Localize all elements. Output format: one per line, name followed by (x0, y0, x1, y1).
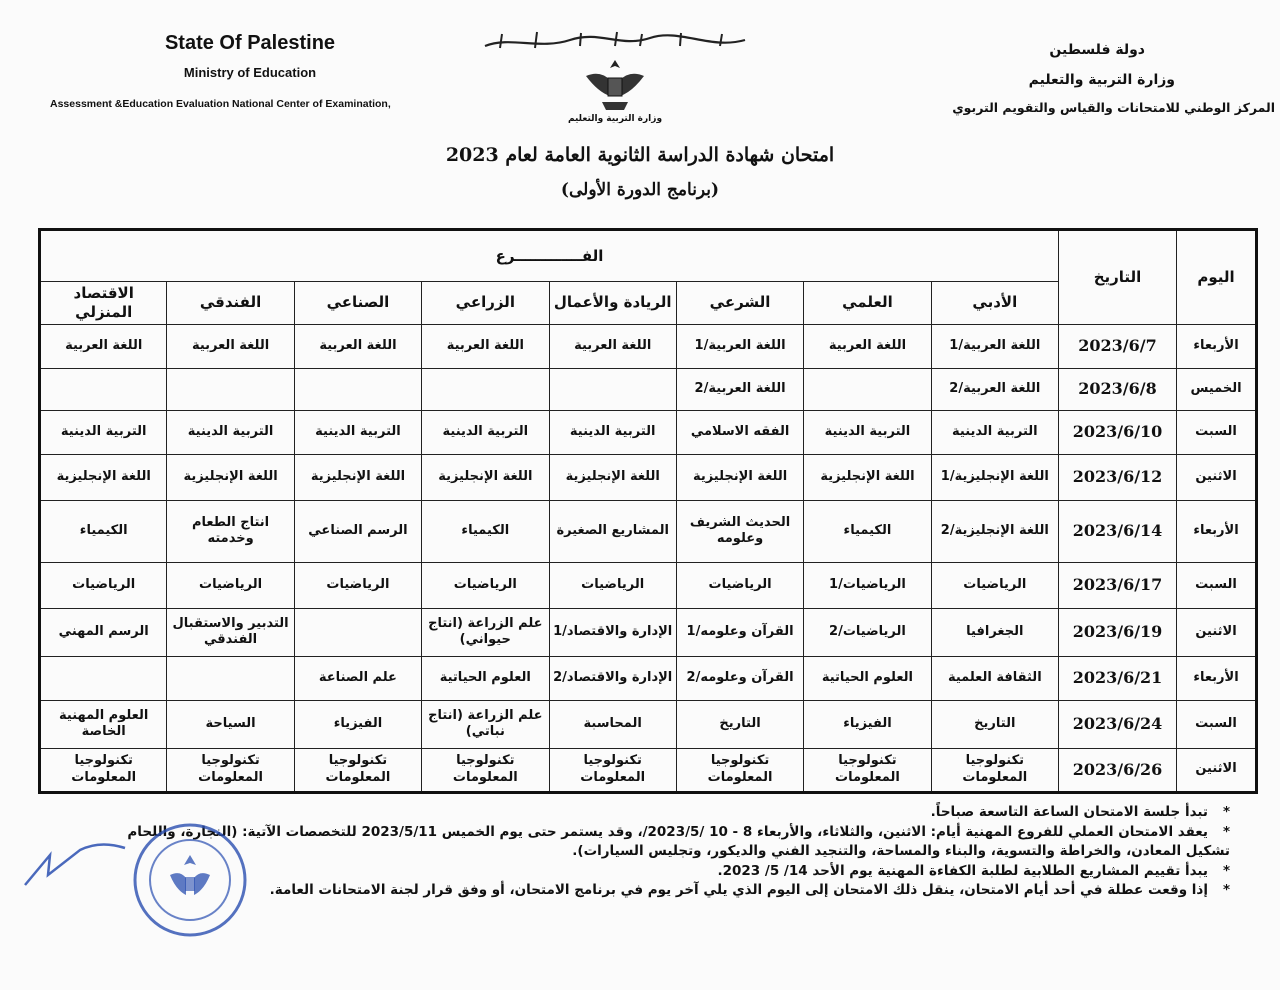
subject-cell: الفقه الاسلامي (676, 410, 803, 454)
branch-header: الريادة والأعمال (549, 282, 676, 325)
subject-cell: التربية الدينية (931, 410, 1058, 454)
day-cell: السبت (1177, 410, 1257, 454)
subject-cell: اللغة العربية/2 (676, 368, 803, 410)
subject-cell (294, 368, 421, 410)
ministry-name-en: Ministry of Education (183, 65, 317, 80)
subject-cell: اللغة الإنجليزية (804, 454, 931, 500)
schedule-row (40, 410, 1257, 454)
subject-cell: الإدارة والاقتصاد/1 (549, 608, 676, 656)
subject-cell: اللغة الإنجليزية (422, 454, 549, 500)
subject-cell: التربية الدينية (422, 410, 549, 454)
header-emblem (470, 28, 760, 124)
document-subtitle: (برنامج الدورة الأولى) (560, 180, 720, 200)
header-day: اليوم (1177, 230, 1257, 325)
subject-cell: اللغة العربية/1 (676, 324, 803, 368)
note-item (120, 823, 1230, 862)
subject-cell: تكنولوجيا المعلومات (676, 748, 803, 792)
subject-cell: الرياضيات (422, 562, 549, 608)
notes-list (120, 803, 1230, 901)
subject-cell: تكنولوجيا المعلومات (931, 748, 1058, 792)
subject-cell: التدبير والاستقبال الفندقي (167, 608, 294, 656)
subject-cell: الرياضيات/2 (804, 608, 931, 656)
subject-cell: علم الزراعة (انتاج حيواني) (422, 608, 549, 656)
subject-cell: اللغة العربية (40, 324, 167, 368)
subject-cell: السياحة (167, 700, 294, 748)
branch-header: الأدبي (931, 282, 1058, 325)
subject-cell: تكنولوجيا المعلومات (804, 748, 931, 792)
subject-cell: التاريخ (931, 700, 1058, 748)
day-cell: الاثنين (1177, 748, 1257, 792)
subject-cell: القرآن وعلومه/2 (676, 656, 803, 700)
date-cell: 2023/6/21 (1059, 656, 1177, 700)
subject-cell: علم الزراعة (انتاج نباتي) (422, 700, 549, 748)
subject-cell: الرياضيات (676, 562, 803, 608)
subject-cell: التاريخ (676, 700, 803, 748)
schedule-row (40, 656, 1257, 700)
day-cell: الأربعاء (1177, 324, 1257, 368)
subject-cell: تكنولوجيا المعلومات (549, 748, 676, 792)
day-cell: السبت (1177, 562, 1257, 608)
subject-cell: تكنولوجيا المعلومات (294, 748, 421, 792)
note-item (120, 862, 1230, 882)
schedule-row (40, 454, 1257, 500)
note-bullet: * (1222, 823, 1230, 840)
subject-cell: الفيزياء (294, 700, 421, 748)
subject-cell: تكنولوجيا المعلومات (422, 748, 549, 792)
subject-cell: التربية الدينية (549, 410, 676, 454)
subject-cell: اللغة الإنجليزية (167, 454, 294, 500)
branch-header: الصناعي (294, 282, 421, 325)
subject-cell: انتاج الطعام وخدمته (167, 500, 294, 562)
palestine-eagle-emblem-icon (580, 56, 650, 116)
note-bullet: * (1222, 862, 1230, 879)
subject-cell (294, 608, 421, 656)
subject-cell: الكيمياء (422, 500, 549, 562)
subject-cell: اللغة الإنجليزية/1 (931, 454, 1058, 500)
subject-cell: الرياضيات (549, 562, 676, 608)
subject-cell: اللغة العربية (422, 324, 549, 368)
subject-cell (422, 368, 549, 410)
schedule-row (40, 324, 1257, 368)
subject-cell: اللغة الإنجليزية (40, 454, 167, 500)
header-arabic (875, 42, 1275, 115)
subject-cell: علم الصناعة (294, 656, 421, 700)
subject-cell (40, 656, 167, 700)
date-cell: 2023/6/26 (1059, 748, 1177, 792)
subject-cell: الثقافة العلمية (931, 656, 1058, 700)
subject-cell: الرسم المهني (40, 608, 167, 656)
note-item (120, 881, 1230, 901)
date-cell: 2023/6/24 (1059, 700, 1177, 748)
subject-cell: المحاسبة (549, 700, 676, 748)
date-cell: 2023/6/17 (1059, 562, 1177, 608)
subject-cell: اللغة العربية (167, 324, 294, 368)
subject-cell: اللغة الإنجليزية/2 (931, 500, 1058, 562)
subject-cell: الكيمياء (804, 500, 931, 562)
subject-cell (804, 368, 931, 410)
subject-cell (549, 368, 676, 410)
document-titles (0, 144, 1280, 200)
schedule-row (40, 700, 1257, 748)
date-cell: 2023/6/10 (1059, 410, 1177, 454)
date-cell: 2023/6/19 (1059, 608, 1177, 656)
note-text: إذا وقعت عطلة في أحد أيام الامتحان، ينقل ذلك الامتحان إلى اليوم الذي يلي آخر يوم في برنامج الامتحان، أو وفق قرار لجنة الامتحانات العامة. (269, 882, 1208, 899)
date-cell: 2023/6/12 (1059, 454, 1177, 500)
date-cell: 2023/6/14 (1059, 500, 1177, 562)
schedule-table-wrap (38, 228, 1258, 794)
document-title: امتحان شهادة الدراسة الثانوية العامة لعام 2023 (445, 144, 835, 166)
note-text: يعقد الامتحان العملي للفروع المهنية أيام: الاثنين، والثلاثاء، والأربعاء 8 - 10 /2023/5/، وقد يستمر حتى يوم الخميس 2023/5/11 للتخصصات الآتية: (النجارة، واللحام تشكيل المعادن، والخراطة والتسوية، والبناء والمساحة، والتنجيد الفني والديكور، وتجليس السيارات). (127, 823, 1230, 860)
day-cell: الأربعاء (1177, 500, 1257, 562)
subject-cell (167, 368, 294, 410)
subject-cell: العلوم المهنية الخاصة (40, 700, 167, 748)
day-cell: الاثنين (1177, 608, 1257, 656)
schedule-row (40, 562, 1257, 608)
schedule-row (40, 748, 1257, 792)
emblem-caption: وزارة التربية والتعليم (567, 114, 663, 124)
subject-cell: التربية الدينية (804, 410, 931, 454)
subject-cell: الحديث الشريف وعلومه (676, 500, 803, 562)
subject-cell: التربية الدينية (167, 410, 294, 454)
subject-cell: اللغة العربية/2 (931, 368, 1058, 410)
subject-cell: تكنولوجيا المعلومات (167, 748, 294, 792)
state-name-en: State Of Palestine (164, 32, 336, 54)
subject-cell: الرياضيات (294, 562, 421, 608)
note-text: يبدأ تقييم المشاريع الطلابية لطلبة الكفاءة المهنية يوم الأحد 14/ 5/ 2023. (717, 862, 1208, 879)
subject-cell: الرياضيات (167, 562, 294, 608)
subject-cell: القرآن وعلومه/1 (676, 608, 803, 656)
day-cell: الخميس (1177, 368, 1257, 410)
signature-icon (20, 830, 130, 900)
ministry-name-ar: وزارة التربية والتعليم (1028, 72, 1175, 88)
schedule-row (40, 500, 1257, 562)
subject-cell: اللغة الإنجليزية (294, 454, 421, 500)
subject-cell: الرياضيات/1 (804, 562, 931, 608)
subject-cell: التربية الدينية (294, 410, 421, 454)
subject-cell: الفيزياء (804, 700, 931, 748)
note-text: تبدأ جلسة الامتحان الساعة التاسعة صباحاً. (930, 804, 1208, 820)
note-bullet: * (1222, 804, 1230, 820)
header-branch: الفـــــــــــــرع (40, 230, 1059, 282)
state-name-ar: دولة فلسطين (1049, 42, 1145, 58)
center-name-ar: المركز الوطني للامتحانات والقياس والتقويم التربوي (952, 100, 1275, 115)
subject-cell: الكيمياء (40, 500, 167, 562)
subject-cell (40, 368, 167, 410)
subject-cell: العلوم الحياتية (422, 656, 549, 700)
subject-cell: اللغة العربية (294, 324, 421, 368)
day-cell: الاثنين (1177, 454, 1257, 500)
subject-cell: المشاريع الصغيرة (549, 500, 676, 562)
note-item (120, 803, 1230, 823)
subject-cell: العلوم الحياتية (804, 656, 931, 700)
subject-cell (167, 656, 294, 700)
branch-header: العلمي (804, 282, 931, 325)
branch-header: الزراعي (422, 282, 549, 325)
note-bullet: * (1222, 882, 1230, 899)
day-cell: الأربعاء (1177, 656, 1257, 700)
subject-cell: اللغة الإنجليزية (549, 454, 676, 500)
subject-cell: الرياضيات (931, 562, 1058, 608)
exam-schedule-table (38, 228, 1258, 794)
date-cell: 2023/6/8 (1059, 368, 1177, 410)
schedule-row (40, 608, 1257, 656)
subject-cell: اللغة الإنجليزية (676, 454, 803, 500)
branch-header: الشرعي (676, 282, 803, 325)
subject-cell: الرسم الصناعي (294, 500, 421, 562)
header-english (50, 32, 450, 110)
subject-cell: اللغة العربية (549, 324, 676, 368)
day-cell: السبت (1177, 700, 1257, 748)
subject-cell: تكنولوجيا المعلومات (40, 748, 167, 792)
subject-cell: الجغرافيا (931, 608, 1058, 656)
subject-cell: اللغة العربية (804, 324, 931, 368)
subject-cell: التربية الدينية (40, 410, 167, 454)
date-cell: 2023/6/7 (1059, 324, 1177, 368)
branch-header: الفندقي (167, 282, 294, 325)
subject-cell: اللغة العربية/1 (931, 324, 1058, 368)
subject-cell: الرياضيات (40, 562, 167, 608)
basmala-calligraphy-icon (480, 28, 750, 54)
subject-cell: الإدارة والاقتصاد/2 (549, 656, 676, 700)
center-name-en: Assessment &Education Evaluation National Center of Examination, (50, 98, 391, 110)
header-date: التاريخ (1059, 230, 1177, 325)
ministry-seal-stamp-icon (130, 820, 250, 940)
branch-header: الاقتصاد المنزلي (40, 282, 167, 325)
schedule-row (40, 368, 1257, 410)
